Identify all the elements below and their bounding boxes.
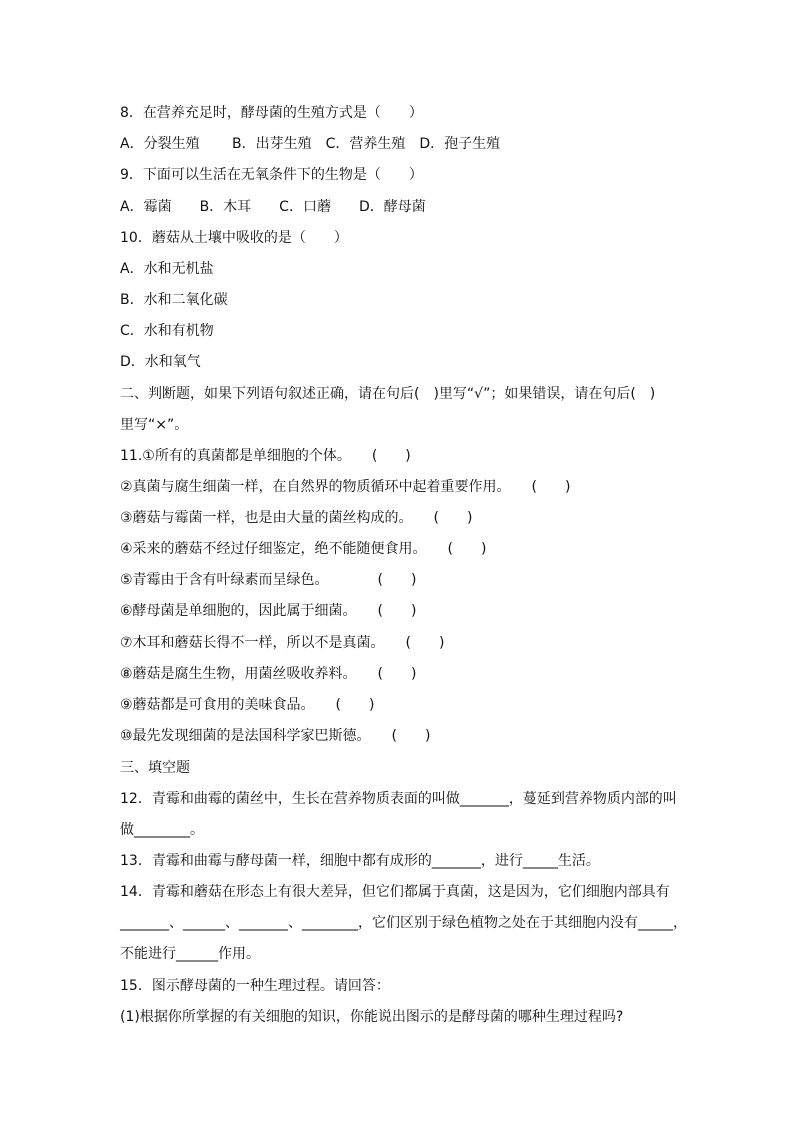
judgment-item-4: ④采来的蘑菇不经过仔细鉴定，绝不能随便食用。 ( ) xyxy=(120,541,487,557)
question-12-line-1: 12．青霉和曲霉的菌丝中，生长在营养物质表面的叫做_______，蔓延到营养物质内部的叫 xyxy=(120,791,677,807)
judgment-item-6: ⑥酵母菌是单细胞的，因此属于细菌。 ( ) xyxy=(120,603,417,619)
judgment-item-7: ⑦木耳和蘑菇长得不一样，所以不是真菌。 ( ) xyxy=(120,635,445,651)
question-10-stem: 10．蘑菇从土壤中吸收的是（ ） xyxy=(120,230,348,246)
question-14-line-2: _______、______、_______、________，它们区别于绿色植物之处在于其细胞内没有_____， xyxy=(120,915,687,931)
question-15-sub-1: (1)根据你所掌握的有关细胞的知识，你能说出图示的是酵母菌的哪种生理过程吗? xyxy=(120,1009,624,1025)
section-2-heading: 二、判断题，如果下列语句叙述正确，请在句后( )里写“√”；如果错误，请在句后( ) xyxy=(120,386,656,402)
question-8-stem: 8．在营养充足时，酵母菌的生殖方式是（ ） xyxy=(120,105,423,121)
judgment-item-3: ③蘑菇与霉菌一样，也是由大量的菌丝构成的。 ( ) xyxy=(120,510,473,526)
question-10-option-c: C．水和有机物 xyxy=(120,323,214,339)
section-3-heading: 三、填空题 xyxy=(120,760,190,776)
question-9-options: A．霉菌 B．木耳 C．口蘑 D．酵母菌 xyxy=(120,199,426,215)
question-8-options: A．分裂生殖 B．出芽生殖 C．营养生殖 D．孢子生殖 xyxy=(120,136,501,152)
question-12-line-2: 做________。 xyxy=(120,822,204,838)
question-10-option-a: A．水和无机盐 xyxy=(120,261,214,277)
judgment-item-1: 11.①所有的真菌都是单细胞的个体。 ( ) xyxy=(120,448,411,464)
judgment-item-9: ⑨蘑菇都是可食用的美味食品。 ( ) xyxy=(120,697,375,713)
judgment-item-10: ⑩最先发现细菌的是法国科学家巴斯德。 ( ) xyxy=(120,728,431,744)
question-10-option-d: D．水和氧气 xyxy=(120,354,201,370)
judgment-item-8: ⑧蘑菇是腐生生物，用菌丝吸收养料。 ( ) xyxy=(120,666,417,682)
question-14-line-3: 不能进行______作用。 xyxy=(120,946,260,962)
section-2-heading-cont: 里写“×”。 xyxy=(120,417,189,433)
judgment-item-2: ②真菌与腐生细菌一样，在自然界的物质循环中起着重要作用。 ( ) xyxy=(120,479,571,495)
question-9-stem: 9．下面可以生活在无氧条件下的生物是（ ） xyxy=(120,167,423,183)
question-14-line-1: 14．青霉和蘑菇在形态上有很大差异，但它们都属于真菌，这是因为，它们细胞内部具有 xyxy=(120,884,670,900)
question-13: 13．青霉和曲霉与酵母菌一样，细胞中都有成形的_______，进行_____生活。 xyxy=(120,853,600,869)
judgment-item-5: ⑤青霉由于含有叶绿素而呈绿色。 ( ) xyxy=(120,572,417,588)
question-15-stem: 15．图示酵母菌的一种生理过程。请回答： xyxy=(120,978,390,994)
question-10-option-b: B．水和二氧化碳 xyxy=(120,292,228,308)
